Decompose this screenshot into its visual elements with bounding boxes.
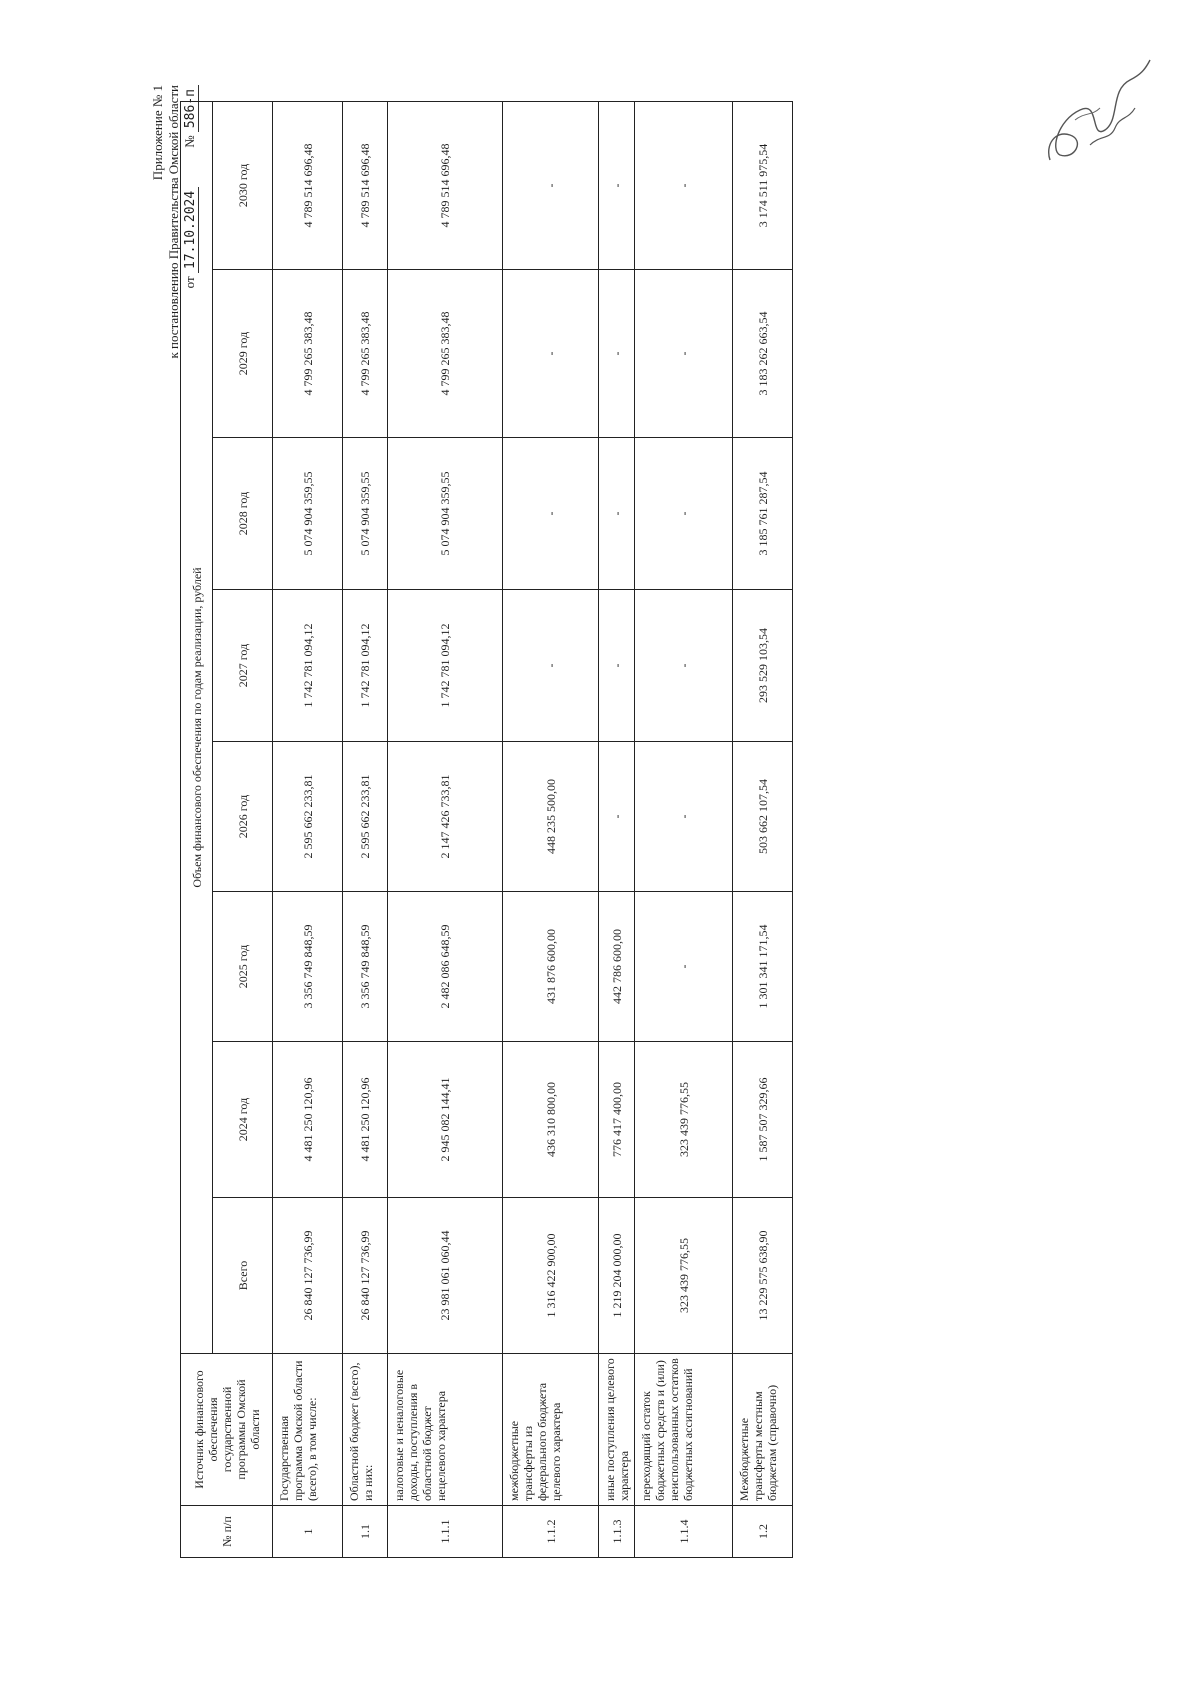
row-number: 1.1.3 (599, 1506, 635, 1558)
cell-value: 3 174 511 975,54 (733, 101, 793, 269)
row-number: 1 (273, 1506, 343, 1558)
cell-value: 1 219 204 000,00 (599, 1198, 635, 1354)
number-prefix: № (182, 135, 197, 148)
financing-table-container (180, 102, 858, 1558)
row-source: Областной бюджет (всего), из них: (343, 1354, 388, 1506)
cell-value: - (599, 590, 635, 742)
cell-value: 2 147 426 733,81 (388, 742, 503, 892)
cell-value: 3 356 749 848,59 (273, 892, 343, 1042)
table-row (599, 101, 635, 1557)
row-source: Государственная программа Омской области (всего), в том числе: (273, 1354, 343, 1506)
date-prefix: от (182, 276, 197, 289)
cell-value: - (599, 742, 635, 892)
cell-value: - (599, 270, 635, 438)
appendix-title: Приложение № 1 (150, 85, 165, 181)
financing-table (180, 101, 793, 1558)
row-number: 1.1.1 (388, 1506, 503, 1558)
cell-value: 2 595 662 233,81 (273, 742, 343, 892)
cell-value: 323 439 776,55 (635, 1198, 733, 1354)
year-header: 2024 год (213, 1042, 273, 1198)
cell-value: 13 229 575 638,90 (733, 1198, 793, 1354)
row-number: 1.2 (733, 1506, 793, 1558)
row-number: 1.1.4 (635, 1506, 733, 1558)
year-header: 2027 год (213, 590, 273, 742)
resolution-number: 586-п (183, 85, 199, 132)
cell-value: 3 356 749 848,59 (343, 892, 388, 1042)
row-number: 1.1.2 (503, 1506, 599, 1558)
cell-value: - (635, 438, 733, 590)
cell-value: 4 799 265 383,48 (273, 270, 343, 438)
cell-value: - (503, 590, 599, 742)
document-header (150, 85, 198, 380)
cell-value: 1 742 781 094,12 (273, 590, 343, 742)
cell-value: - (635, 742, 733, 892)
year-header: 2030 год (213, 101, 273, 269)
table-row (635, 101, 733, 1557)
year-header: 2028 год (213, 438, 273, 590)
row-number: 1.1 (343, 1506, 388, 1558)
cell-value: 4 789 514 696,48 (388, 101, 503, 269)
year-header: 2026 год (213, 742, 273, 892)
cell-value: 26 840 127 736,99 (273, 1198, 343, 1354)
cell-value: - (503, 438, 599, 590)
cell-value: 3 185 761 287,54 (733, 438, 793, 590)
year-header: 2025 год (213, 892, 273, 1042)
cell-value: 3 183 262 663,54 (733, 270, 793, 438)
cell-value: - (635, 270, 733, 438)
table-row (343, 101, 388, 1557)
cell-value: 2 945 082 144,41 (388, 1042, 503, 1198)
cell-value: 1 742 781 094,12 (343, 590, 388, 742)
cell-value: 4 799 265 383,48 (388, 270, 503, 438)
cell-value: 442 786 600,00 (599, 892, 635, 1042)
cell-value: - (635, 101, 733, 269)
year-header: Всего (213, 1198, 273, 1354)
table-row (733, 101, 793, 1557)
cell-value: - (635, 892, 733, 1042)
cell-value: 4 789 514 696,48 (343, 101, 388, 269)
cell-value: 1 742 781 094,12 (388, 590, 503, 742)
cell-value: - (503, 101, 599, 269)
row-source: иные поступления целевого характера (599, 1354, 635, 1506)
cell-value: 5 074 904 359,55 (273, 438, 343, 590)
cell-value: 436 310 800,00 (503, 1042, 599, 1198)
cell-value: 2 482 086 648,59 (388, 892, 503, 1042)
cell-value: 4 789 514 696,48 (273, 101, 343, 269)
cell-value: 503 662 107,54 (733, 742, 793, 892)
row-source: налоговые и неналоговые доходы, поступления в областной бюджет нецелевого характера (388, 1354, 503, 1506)
cell-value: 23 981 061 060,44 (388, 1198, 503, 1354)
cell-value: 323 439 776,55 (635, 1042, 733, 1198)
resolution-date: 17.10.2024 (183, 187, 199, 273)
cell-value: 1 301 341 171,54 (733, 892, 793, 1042)
cell-value: 293 529 103,54 (733, 590, 793, 742)
table-row (273, 101, 343, 1557)
col-number-header: № п/п (181, 1506, 273, 1558)
row-source: переходящий остаток бюджетных средств и (или) неиспользованных остатков бюджетных ассигнований (635, 1354, 733, 1506)
table-row (503, 101, 599, 1557)
cell-value: 448 235 500,00 (503, 742, 599, 892)
cell-value: 5 074 904 359,55 (343, 438, 388, 590)
row-source: Межбюджетные трансферты местным бюджетам (справочно) (733, 1354, 793, 1506)
col-source-header: Источник финансового обеспечения государственной программы Омской области (181, 1354, 273, 1506)
cell-value: 4 481 250 120,96 (343, 1042, 388, 1198)
cell-value: 5 074 904 359,55 (388, 438, 503, 590)
cell-value: - (503, 270, 599, 438)
cell-value: 26 840 127 736,99 (343, 1198, 388, 1354)
cell-value: 2 595 662 233,81 (343, 742, 388, 892)
cell-value: - (635, 590, 733, 742)
group-header: Объем финансового обеспечения по годам реализации, рублей (181, 101, 213, 1353)
signature-image (1030, 50, 1170, 180)
cell-value: - (599, 438, 635, 590)
cell-value: 4 799 265 383,48 (343, 270, 388, 438)
cell-value: 4 481 250 120,96 (273, 1042, 343, 1198)
cell-value: 776 417 400,00 (599, 1042, 635, 1198)
cell-value: 1 587 507 329,66 (733, 1042, 793, 1198)
year-header: 2029 год (213, 270, 273, 438)
table-row (388, 101, 503, 1557)
resolution-reference: к постановлению Правительства Омской области (166, 85, 181, 359)
row-source: межбюджетные трансферты из федерального бюджета целевого характера (503, 1354, 599, 1506)
cell-value: 431 876 600,00 (503, 892, 599, 1042)
cell-value: - (599, 101, 635, 269)
cell-value: 1 316 422 900,00 (503, 1198, 599, 1354)
